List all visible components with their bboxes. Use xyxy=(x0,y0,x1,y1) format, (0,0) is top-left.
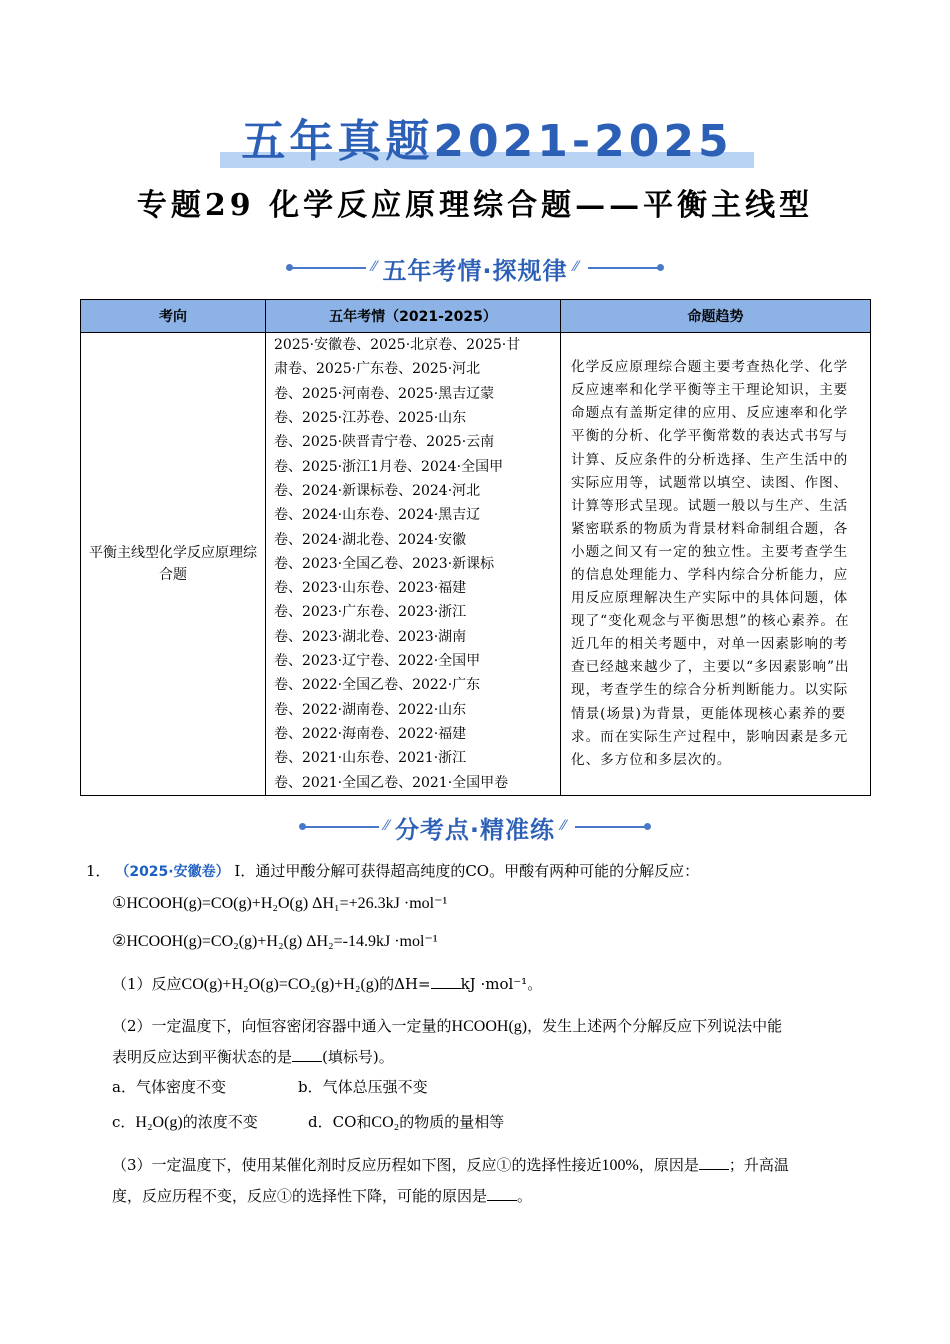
answer-blank[interactable] xyxy=(292,1047,322,1062)
question-source: （2025·安徽卷） xyxy=(115,864,230,880)
text: 的ΔH= xyxy=(379,975,431,993)
left-ornament: ⁄⁄ xyxy=(299,820,389,834)
answer-blank[interactable] xyxy=(699,1155,729,1170)
option-b: b．气体总压强不变 xyxy=(298,1078,428,1096)
exam-line: 卷、2023·广东卷、2023·浙江 xyxy=(274,604,467,621)
equation: CO(g)+H₂O(g)=CO₂(g)+H₂(g) xyxy=(181,976,380,993)
text: （1）反应 xyxy=(112,975,182,993)
exam-line: 卷、2023·全国乙卷、2023·新课标 xyxy=(274,555,495,572)
section-title: 分考点·精准练 xyxy=(394,815,556,844)
header-banner xyxy=(220,112,754,172)
header-trend: 命题趋势 xyxy=(561,300,871,333)
exam-line: 卷、2025·河南卷、2025·黑吉辽蒙 xyxy=(274,385,495,402)
options-row-2 xyxy=(112,1110,870,1135)
exam-info-table xyxy=(80,299,871,796)
banner-title: 五年真题2021-2025 xyxy=(241,116,733,167)
exam-line: 卷、2021·全国乙卷、2021·全国甲卷 xyxy=(274,774,509,791)
option-c: c．H₂O(g)的浓度不变 xyxy=(112,1113,258,1131)
text: ，原因是 xyxy=(638,1156,699,1174)
option-a: a．气体密度不变 xyxy=(112,1078,226,1096)
text: （2）一定温度下，向恒容密闭容器中通入一定量的 xyxy=(112,1017,452,1035)
sub-question-2 xyxy=(112,1011,870,1072)
percentage: 100% xyxy=(601,1157,639,1174)
options-row-1 xyxy=(112,1075,870,1099)
sub-question-3 xyxy=(112,1150,870,1211)
exam-line: 卷、2025·陕晋青宁卷、2025·云南 xyxy=(274,434,495,451)
answer-blank[interactable] xyxy=(431,974,461,989)
exam-line: 卷、2023·辽宁卷、2022·全国甲 xyxy=(274,653,481,670)
trend-cell: 化学反应原理综合题主要考查热化学、化学反应速率和化学平衡等主干理论知识，主要命题点有盖斯定律的应用、反应速率和化学平衡的分析、化学平衡常数的表达式书写与计算、反应条件的分析选择、生产生活中的实际应用等，试题常以填空、读图、作图、计算等形式呈现。试题一般以与生产、生活紧密联系的物质为背景材料命制组合题，各小题之间又有一定的独立性。主要考查学生的信息处理能力、学科内综合分析能力，应用反应原理解决生产实际中的具体问题，体现了“变化观念与平衡思想”的核心素养。在近几年的相关考题中，对单一因素影响的考查已经越来越少了，主要以“多因素影响”出现，考查学生的综合分析判断能力。以实际情景(场景)为背景，更能体现核心素养的要求。而在实际生产过程中，影响因素是多元化、多方位和多层次的。 xyxy=(561,333,871,796)
question-number: 1． xyxy=(86,862,111,880)
text: (填标号)。 xyxy=(322,1048,394,1066)
exam-line: 肃卷、2025·广东卷、2025·河北 xyxy=(274,361,481,378)
answer-blank[interactable] xyxy=(487,1186,517,1201)
exam-line: 卷、2023·山东卷、2023·福建 xyxy=(274,580,467,597)
exams-cell xyxy=(266,333,561,796)
exam-line: 卷、2025·浙江1月卷、2024·全国甲 xyxy=(274,458,504,475)
exam-line: 卷、2022·海南卷、2022·福建 xyxy=(274,725,467,742)
direction-cell: 平衡主线型化学反应原理综合题 xyxy=(81,333,266,796)
exam-line: 卷、2024·山东卷、2024·黑吉辽 xyxy=(274,507,481,524)
exam-line: 卷、2025·江苏卷、2025·山东 xyxy=(274,410,467,427)
section-title: 五年考情·探规律 xyxy=(382,256,568,285)
exam-line: 卷、2022·全国乙卷、2022·广东 xyxy=(274,677,481,694)
reaction-2: ②HCOOH(g)=CO₂(g)+H₂(g) ΔH₂=-14.9kJ ·mol⁻¹ xyxy=(112,933,438,950)
option-d: d．CO和CO₂的物质的量相等 xyxy=(308,1113,505,1131)
exam-line: 卷、2024·湖北卷、2024·安徽 xyxy=(274,531,467,548)
exam-line: 卷、2022·湖南卷、2022·山东 xyxy=(274,701,467,718)
exam-line: 2025·安徽卷、2025·北京卷、2025·甘 xyxy=(274,337,521,354)
text: 度，反应历程不变，反应①的选择性下降，可能的原因是 xyxy=(112,1187,488,1205)
sub-question-1 xyxy=(112,972,870,997)
text: （3）一定温度下，使用某催化剂时反应历程如下图，反应①的选择性接近 xyxy=(112,1156,602,1174)
text: ；升高温 xyxy=(728,1156,789,1174)
exam-line: 卷、2024·新课标卷、2024·河北 xyxy=(274,482,481,499)
text: ，发生上述两个分解反应下列说法中能 xyxy=(527,1017,783,1035)
right-ornament: ⁄⁄ xyxy=(574,261,664,275)
topic-title: 专题29 化学反应原理综合题——平衡主线型 xyxy=(136,188,814,223)
formula: HCOOH(g) xyxy=(451,1018,528,1035)
header-direction: 考向 xyxy=(81,300,266,333)
text: 。 xyxy=(517,1187,533,1205)
section-heading-2 xyxy=(0,809,950,845)
exam-line: 卷、2021·山东卷、2021·浙江 xyxy=(274,750,467,767)
reaction-1: ①HCOOH(g)=CO(g)+H₂O(g) ΔH₁=+26.3kJ ·mol⁻¹ xyxy=(112,895,448,912)
exam-line: 卷、2023·湖北卷、2023·湖南 xyxy=(274,628,467,645)
left-ornament: ⁄⁄ xyxy=(286,261,376,275)
header-exams: 五年考情（2021-2025） xyxy=(266,300,561,333)
intro-text: I．通过甲酸分解可获得超高纯度的CO。甲酸有两种可能的分解反应： xyxy=(234,862,700,880)
section-heading-1 xyxy=(0,250,950,286)
text: 表明反应达到平衡状态的是 xyxy=(112,1048,293,1066)
question-intro xyxy=(86,860,870,883)
text: kJ ·mol⁻¹。 xyxy=(460,975,543,993)
right-ornament: ⁄⁄ xyxy=(561,820,651,834)
